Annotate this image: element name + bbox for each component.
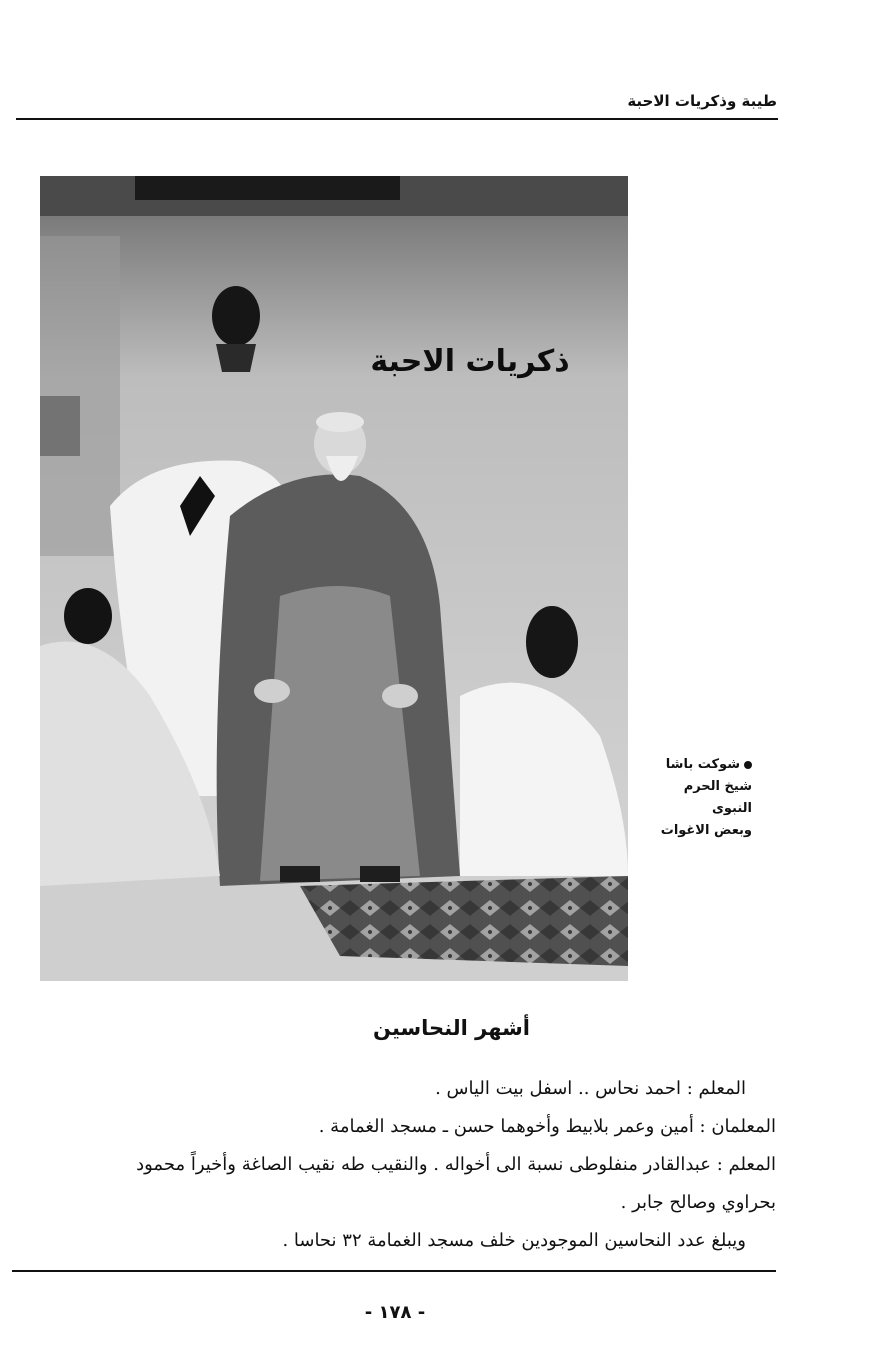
section-heading: أشهر النحاسين xyxy=(373,1016,530,1040)
caption-line: شوكت باشا xyxy=(640,754,752,776)
photo-caption xyxy=(640,754,752,842)
caption-line: شيخ الحرم xyxy=(683,779,752,794)
caption-line: النبوى xyxy=(711,801,752,816)
paragraph: المعلم : عبدالقادر منفلوطى نسبة الى أخواله . والنقيب طه نقيب الصاغة وأخيراً محمود xyxy=(136,1154,776,1175)
page-number: - ١٧٨ - xyxy=(364,1302,426,1323)
caption-line: وبعض الاغوات xyxy=(660,823,752,838)
paragraph: ويبلغ عدد النحاسين الموجودين خلف مسجد الغمامة ٣٢ نحاسا . xyxy=(282,1230,746,1251)
paragraph: بحراوي وصالح جابر . xyxy=(620,1192,776,1213)
header-rule xyxy=(16,118,778,120)
footer-rule xyxy=(12,1270,776,1272)
historical-photo xyxy=(40,176,628,981)
bullet-icon xyxy=(744,761,752,769)
paragraph: المعلم : احمد نحاس .. اسفل بيت الياس . xyxy=(435,1078,746,1099)
paragraph: المعلمان : أمين وعمر بلابيط وأخوهما حسن ـ مسجد الغمامة . xyxy=(318,1116,776,1137)
photo-inscription: ذكريات الاحبة xyxy=(370,344,570,379)
body-text xyxy=(30,1070,776,1260)
page-header-title: طيبة وذكريات الاحبة xyxy=(627,92,777,110)
